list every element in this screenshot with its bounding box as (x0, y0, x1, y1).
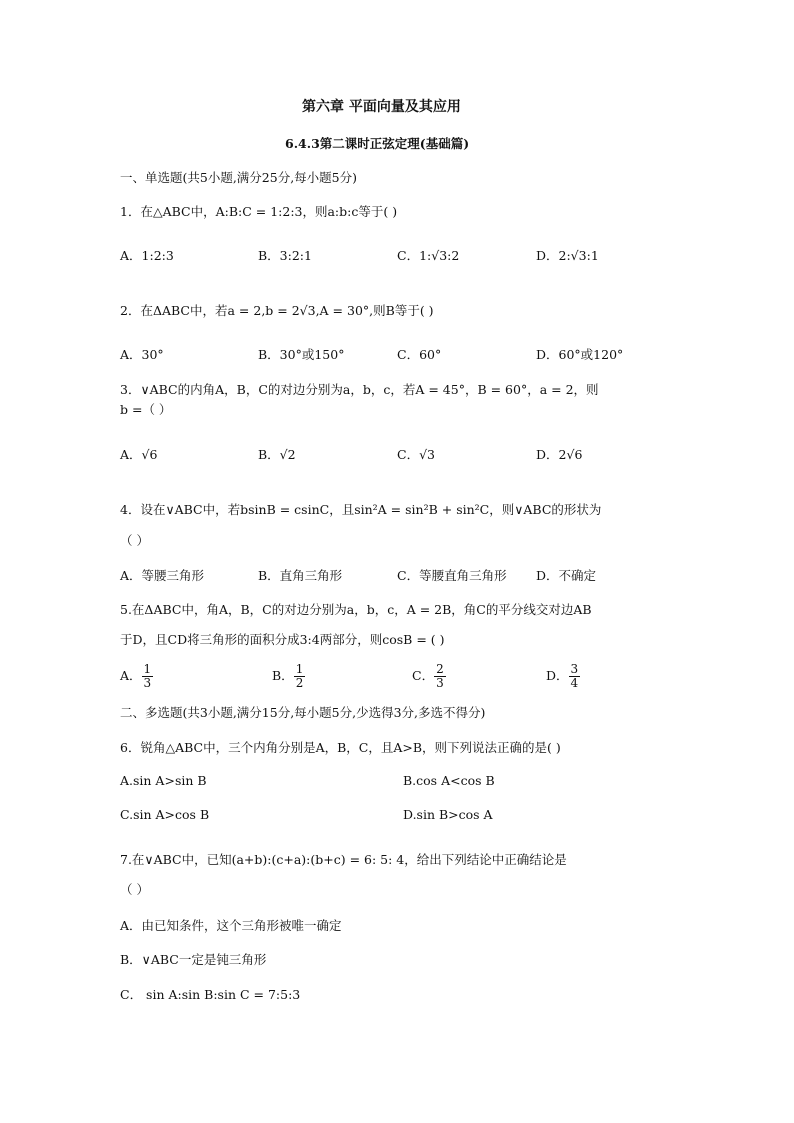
q5-option-c-numerator: 2 (436, 662, 444, 676)
q2-option-d: D．60°或120° (536, 347, 624, 362)
q5-option-d-label: D． (546, 668, 569, 683)
section-2-heading: 二、多选题(共3小题,满分15分,每小题5分,少选得3分,多选不得分) (120, 705, 486, 720)
q6-option-d: D.sin B>cos A (403, 807, 493, 822)
q5-option-b-denominator: 2 (295, 676, 304, 690)
q6-option-a: A.sin A>sin B (120, 773, 207, 788)
q3-stem-line1: 3．∨ABC的内角A，B，C的对边分别为a，b，c，若A = 45°，B = 60°，a = 2，则 (120, 382, 599, 397)
q4-stem-line1: 4．设在∨ABC中，若bsinB = csinC，且sin²A = sin²B + sin²C，则∨ABC的形状为 (120, 502, 602, 517)
q7-option-a: A．由已知条件，这个三角形被唯一确定 (120, 918, 342, 933)
q6-option-c: C.sin A>cos B (120, 807, 210, 822)
q2-stem: 2．在ΔABC中，若a = 2,b = 2√3,A = 30°,则B等于( ) (120, 303, 434, 318)
q4-stem-line2: （ ） (120, 533, 149, 548)
q7-option-b: B．∨ABC一定是钝三角形 (120, 952, 267, 967)
q3-stem-line2: b =（ ） (120, 402, 172, 417)
q5-stem-line1: 5.在ΔABC中，角A，B，C的对边分别为a，b，c，A = 2B，角C的平分线交对边AB (120, 602, 592, 617)
q5-option-d (546, 663, 580, 690)
q2-option-c: C．60° (397, 347, 442, 362)
chapter-title: 第六章 平面向量及其应用 (302, 99, 461, 115)
q4-option-d: D．不确定 (536, 568, 597, 583)
q6-stem: 6．锐角△ABC中，三个内角分别是A，B，C，且A>B，则下列说法正确的是( ) (120, 740, 561, 755)
q5-option-d-fraction (569, 663, 581, 690)
q5-option-c-denominator: 3 (436, 676, 444, 690)
q4-option-a: A．等腰三角形 (120, 568, 205, 583)
q7-stem-line1: 7.在∨ABC中，已知(a+b):(c+a):(b+c) = 6: 5: 4，给出下列结论中正确结论是 (120, 852, 567, 867)
q5-option-c-label: C． (412, 668, 435, 683)
q5-option-c (412, 663, 446, 690)
q5-option-b-numerator: 1 (295, 662, 304, 676)
q5-option-d-numerator: 3 (570, 662, 579, 676)
section-1-heading: 一、单选题(共5小题,满分25分,每小题5分) (120, 170, 358, 185)
q1-option-b: B．3:2:1 (258, 248, 312, 263)
lesson-title: 6.4.3第二课时正弦定理(基础篇) (285, 136, 470, 151)
q7-option-c: C． sin A:sin B:sin C = 7:5:3 (120, 987, 301, 1002)
q1-stem: 1．在△ABC中，A:B:C = 1:2:3，则a:b:c等于( ) (120, 204, 398, 219)
q5-option-a-numerator: 1 (143, 662, 152, 676)
q2-option-a: A．30° (120, 347, 164, 362)
q3-option-b: B．√2 (258, 447, 296, 462)
q6-option-b: B.cos A<cos B (403, 773, 495, 788)
q1-option-a: A．1:2:3 (120, 248, 174, 263)
q3-option-c: C．√3 (397, 447, 435, 462)
q5-option-b-fraction (294, 663, 306, 690)
q4-option-c: C．等腰直角三角形 (397, 568, 507, 583)
q4-option-b: B．直角三角形 (258, 568, 343, 583)
q5-option-d-denominator: 4 (570, 676, 579, 690)
q5-option-c-fraction (434, 663, 446, 690)
q5-option-a (120, 663, 153, 690)
q5-option-b-label: B． (272, 668, 294, 683)
q3-option-d: D．2√6 (536, 447, 583, 462)
q5-stem-line2: 于D，且CD将三角形的面积分成3:4两部分，则cosB = ( ) (120, 632, 445, 647)
q7-stem-line2: （ ） (120, 882, 149, 897)
q1-option-c: C．1:√3:2 (397, 248, 460, 263)
q5-option-a-label: A． (120, 668, 142, 683)
q3-option-a: A．√6 (120, 447, 158, 462)
q5-option-a-denominator: 3 (143, 676, 152, 690)
q5-option-b (272, 663, 305, 690)
q1-option-d: D．2:√3:1 (536, 248, 599, 263)
q5-option-a-fraction (142, 663, 154, 690)
q2-option-b: B．30°或150° (258, 347, 345, 362)
